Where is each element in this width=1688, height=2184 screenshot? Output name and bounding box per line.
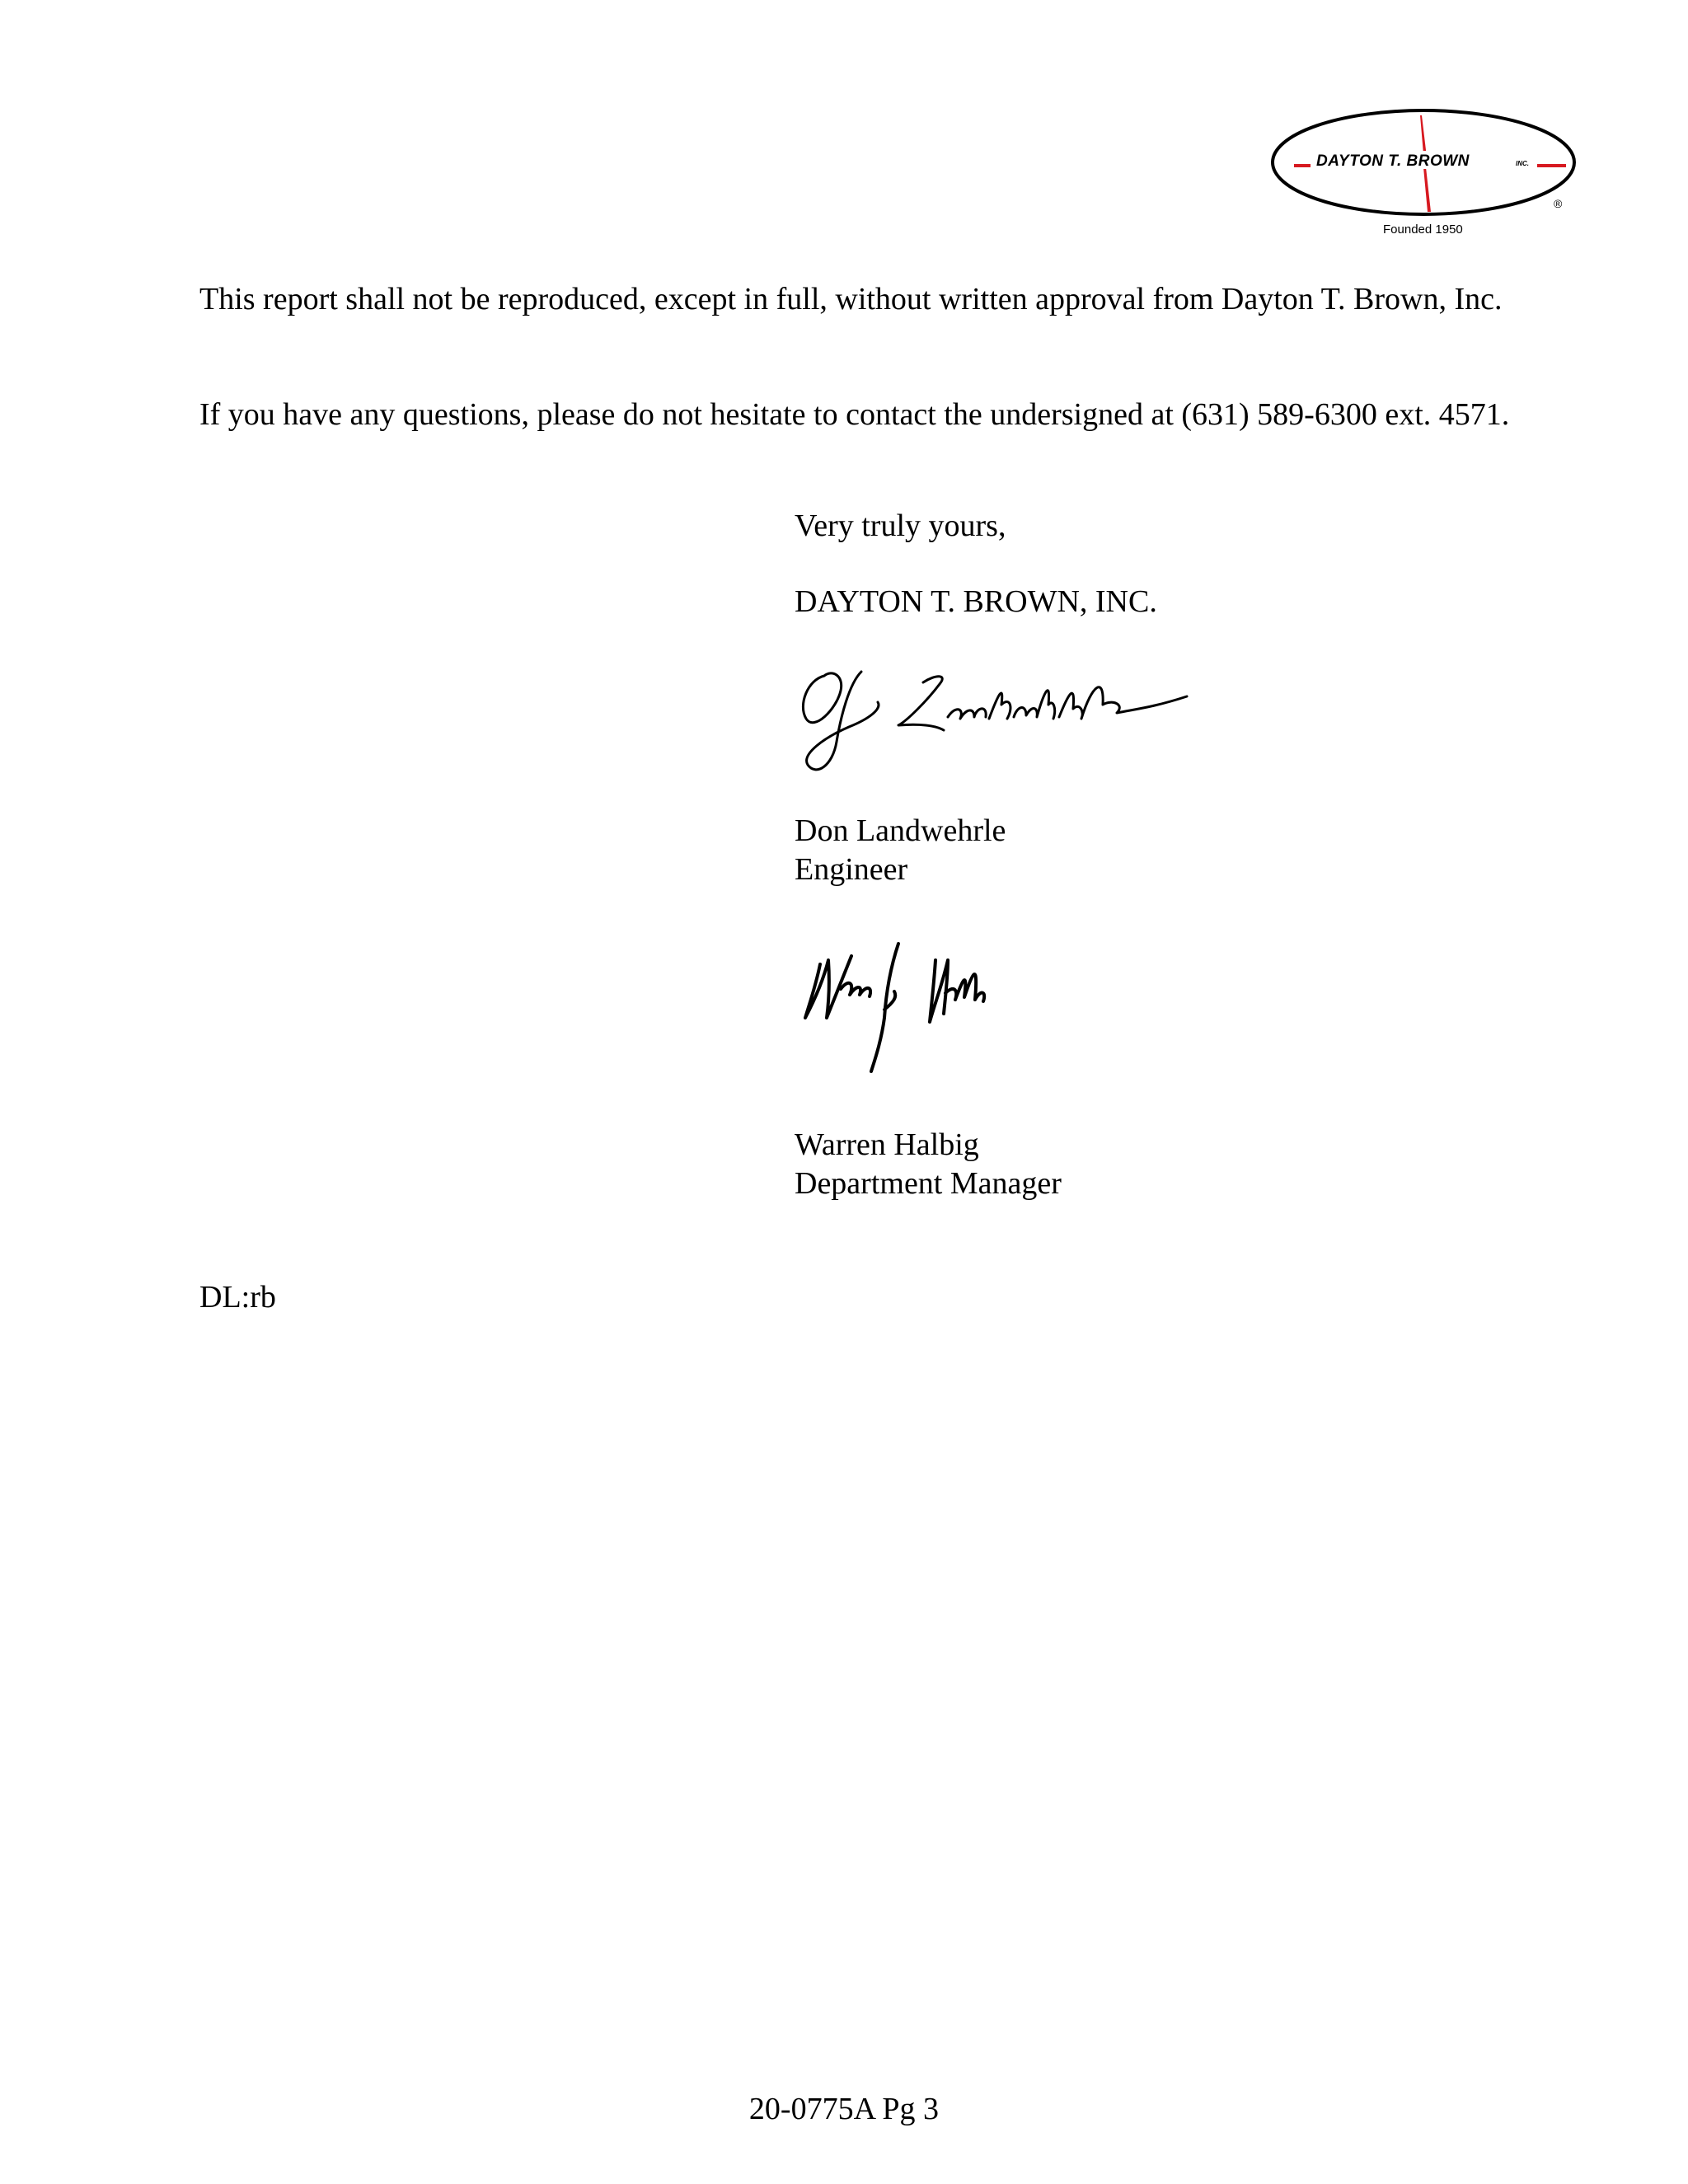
contact-paragraph: If you have any questions, please do not hesitate to contact the undersigned at (631) 589-6300 ext. 4571. bbox=[199, 397, 1510, 432]
signatory-title: Engineer bbox=[795, 852, 908, 887]
reference-initials: DL:rb bbox=[199, 1280, 276, 1315]
company-name: DAYTON T. BROWN, INC. bbox=[795, 584, 1157, 619]
svg-text:Founded 1950: Founded 1950 bbox=[1383, 223, 1463, 237]
company-logo bbox=[1269, 103, 1591, 239]
reproduction-notice: This report shall not be reproduced, except in full, without written approval from Dayton T. Brown, Inc. bbox=[199, 282, 1503, 316]
page-footer: 20-0775A Pg 3 bbox=[748, 2092, 940, 2126]
signatory-name: Warren Halbig bbox=[795, 1127, 979, 1162]
dayton-brown-logo-graphic bbox=[1269, 103, 1591, 239]
svg-text:®: ® bbox=[1554, 197, 1563, 210]
closing-salutation: Very truly yours, bbox=[795, 509, 1006, 543]
signature-warren-halbig bbox=[795, 927, 1059, 1084]
svg-text:DAYTON T. BROWN: DAYTON T. BROWN bbox=[1316, 152, 1470, 170]
signatory-name: Don Landwehrle bbox=[795, 813, 1006, 848]
signatory-title: Department Manager bbox=[795, 1166, 1062, 1201]
signature-don-landwehrle bbox=[791, 659, 1195, 779]
svg-text:INC.: INC. bbox=[1516, 160, 1529, 167]
